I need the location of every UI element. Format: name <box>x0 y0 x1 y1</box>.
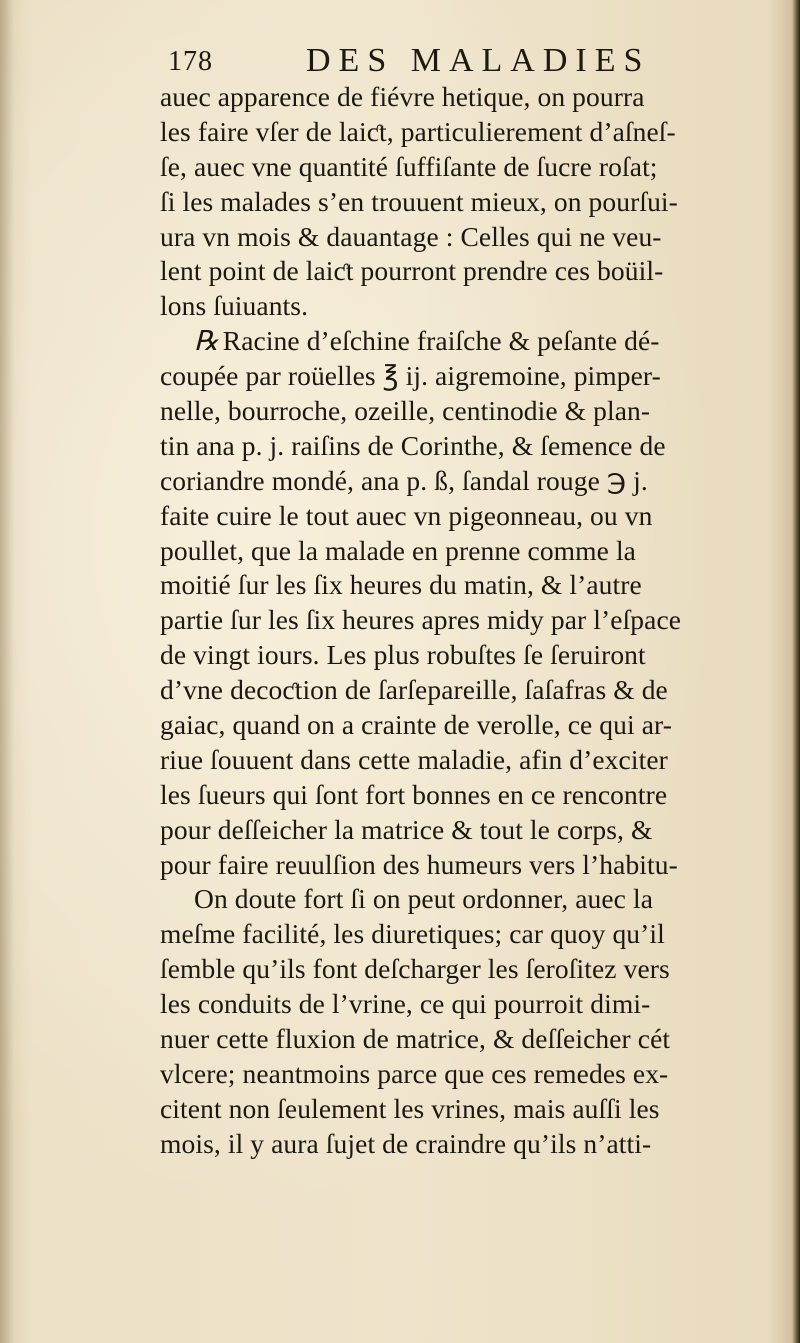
text-line: ſemble qu’ils font deſcharger les ſeroſitez vers <box>160 953 670 985</box>
text-line: les faire vſer de laiƈt, particulierement d’aſneſ- <box>160 115 676 147</box>
text-line: poullet, que la malade en prenne comme la <box>160 534 636 566</box>
page-number: 178 <box>168 46 213 77</box>
running-head: DES MALADIES <box>306 42 651 79</box>
text-line: partie ſur les ſix heures apres midy par l’eſpace <box>160 604 682 636</box>
text-line: ſi les malades s’en trouuent mieux, on pourſui- <box>160 185 678 217</box>
paragraph-first-line: On doute fort ſi on peut ordonner, auec la <box>194 883 653 915</box>
text-line: ſe, auec vne quantité ſuffiſante de ſucre roſat; <box>160 150 658 182</box>
body-text <box>160 80 766 1162</box>
text-line: riue ſouuent dans cette maladie, afin d’exciter <box>160 743 668 775</box>
recipe-icon: ℞ <box>194 325 219 357</box>
text-line: auec apparence de fiévre hetique, on pourra <box>160 81 645 112</box>
text-line: coriandre mondé, ana p. ß, ſandal rouge ℈ j. <box>160 464 648 496</box>
text-line: d’vne decoƈtion de ſarſepareille, ſaſafras & de <box>160 674 668 706</box>
text-line: lent point de laiƈt pourront prendre ces boüil- <box>160 255 664 287</box>
page-edge <box>792 0 800 1343</box>
text-line: nuer cette fluxion de matrice, & deſſeicher cét <box>160 1023 671 1055</box>
text-line: pour faire reuulſion des humeurs vers l’habitu- <box>160 848 678 880</box>
text-line: tin ana p. j. raiſins de Corinthe, & ſemence de <box>160 429 666 461</box>
text-line: lons ſuiuants. <box>160 290 309 322</box>
text-line: faite cuire le tout auec vn pigeonneau, ou vn <box>160 499 653 531</box>
text-line: citent non ſeulement les vrines, mais auſſi les <box>160 1092 660 1124</box>
text-line: les conduits de l’vrine, ce qui pourroit dimi- <box>160 988 651 1020</box>
text-line: mois, il y aura ſujet de craindre qu’ils n’atti- <box>160 1127 652 1159</box>
text-line: gaiac, quand on a crainte de verolle, ce qui ar- <box>160 709 672 741</box>
text-line: coupée par roüelles ℥ ij. aigremoine, pimper- <box>160 360 661 392</box>
text-line: meſme facilité, les diuretiques; car quoy qu’il <box>160 918 665 950</box>
recipe-text: Racine d’eſchine fraiſche & peſante dé- <box>222 325 660 357</box>
text-line: ura vn mois & dauantage : Celles qui ne veu- <box>160 220 662 252</box>
recipe-first-line <box>160 324 766 359</box>
text-line: les ſueurs qui ſont fort bonnes en ce rencontre <box>160 778 668 810</box>
text-line: moitié ſur les ſix heures du matin, & l’autre <box>160 569 642 601</box>
text-line: vlcere; neantmoins parce que ces remedes ex- <box>160 1057 669 1089</box>
text-line: pour deſſeicher la matrice & tout le corps, & <box>160 813 653 845</box>
gutter-shadow <box>0 0 14 1343</box>
text-line: nelle, bourroche, ozeille, centinodie & plan- <box>160 395 651 427</box>
text-line: de vingt iours. Les plus robuſtes ſe ſeruiront <box>160 639 646 671</box>
